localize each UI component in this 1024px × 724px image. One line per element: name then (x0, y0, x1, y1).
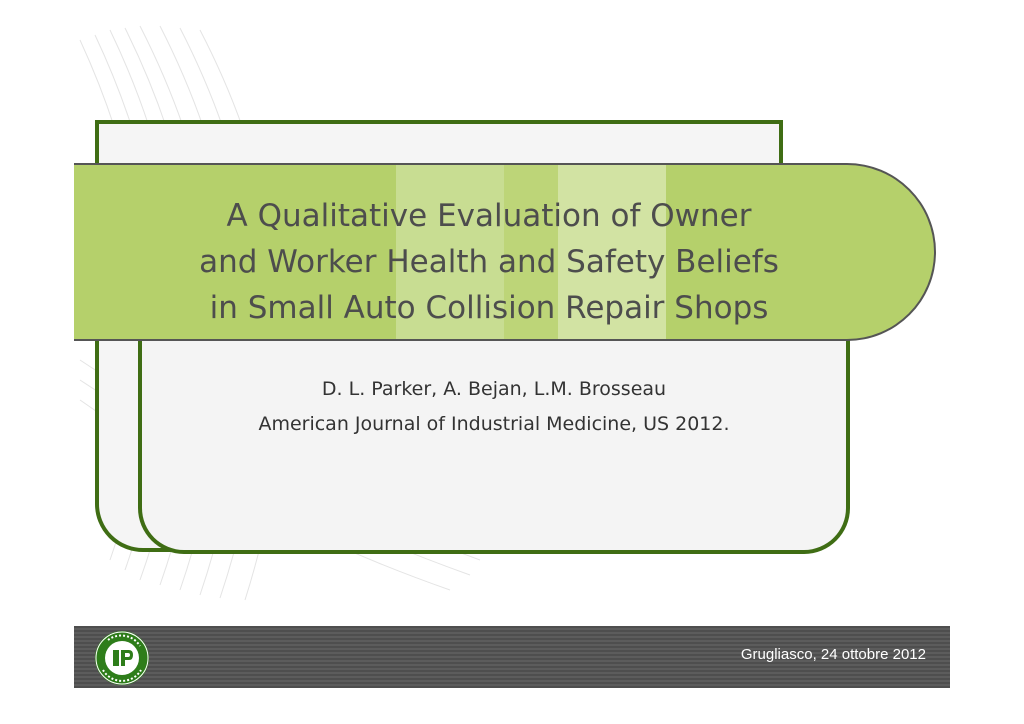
slide-title (74, 193, 904, 331)
footer-bar (74, 626, 950, 688)
title-line: and Worker Health and Safety Beliefs (199, 244, 779, 280)
authors-text: D. L. Parker, A. Bejan, L.M. Brosseau (321, 378, 667, 400)
title-line: A Qualitative Evaluation of Owner (226, 198, 752, 234)
footer-date: Grugliasco, 24 ottobre 2012 (740, 646, 926, 663)
title-line: in Small Auto Collision Repair Shops (209, 290, 769, 326)
title-banner (74, 163, 936, 341)
content-frame (138, 338, 850, 554)
journal-text: American Journal of Industrial Medicine, US 2012. (258, 413, 730, 435)
epidemiologia-logo-icon (94, 630, 150, 686)
citation-block (138, 372, 850, 442)
